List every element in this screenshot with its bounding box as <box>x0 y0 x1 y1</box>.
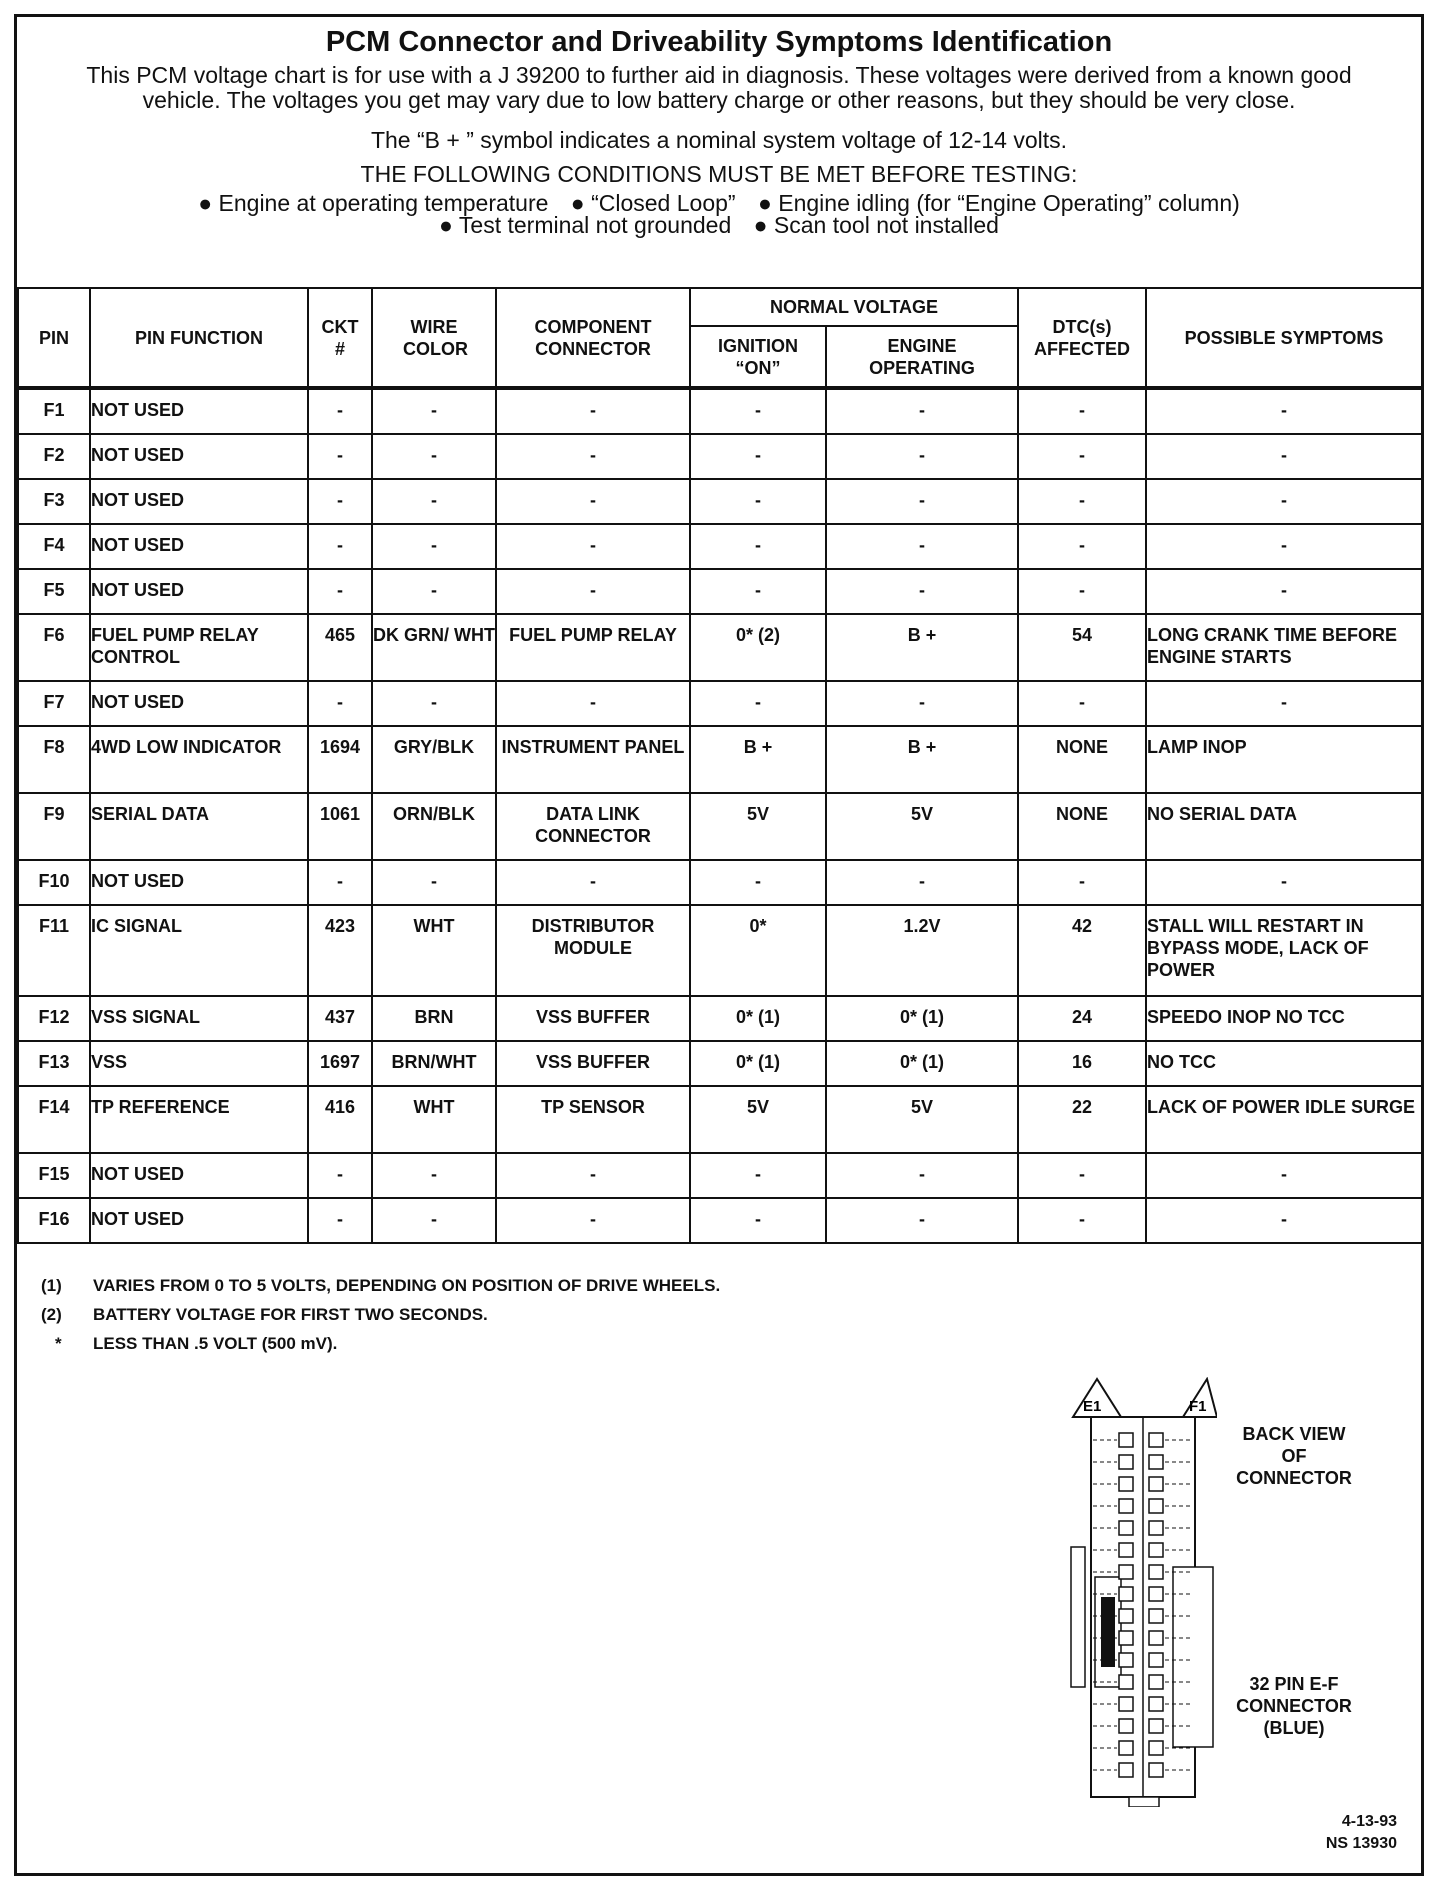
engine-operating-cell: - <box>826 479 1018 524</box>
symptoms-cell: - <box>1146 479 1422 524</box>
component-cell: - <box>496 860 690 905</box>
wire-color-cell: - <box>372 860 496 905</box>
table-row <box>18 569 1422 614</box>
dtc-cell: - <box>1018 388 1146 434</box>
col-header-normal-voltage: NORMAL VOLTAGE <box>690 288 1018 326</box>
col-header-component-connector: COMPONENT CONNECTOR <box>496 288 690 388</box>
footnote: (1) VARIES FROM 0 TO 5 VOLTS, DEPENDING ON POSITION OF DRIVE WHEELS. <box>41 1276 721 1295</box>
wire-color-cell: - <box>372 434 496 479</box>
ignition-on-cell: 0* (1) <box>690 996 826 1041</box>
function-cell: 4WD LOW INDICATOR <box>90 726 308 793</box>
engine-operating-cell: - <box>826 1153 1018 1198</box>
table-row <box>18 388 1422 434</box>
connector-pin-cavity <box>1119 1697 1133 1711</box>
dtc-cell: NONE <box>1018 793 1146 860</box>
table-row <box>18 1086 1422 1153</box>
engine-operating-cell: B + <box>826 726 1018 793</box>
table-row <box>18 1198 1422 1243</box>
symptoms-cell: - <box>1146 681 1422 726</box>
pin-cell: F15 <box>18 1153 90 1198</box>
function-cell: NOT USED <box>90 524 308 569</box>
pin-cell: F16 <box>18 1198 90 1243</box>
e1-marker-label: E1 <box>1083 1398 1102 1415</box>
wire-color-cell: - <box>372 388 496 434</box>
wire-color-cell: BRN <box>372 996 496 1041</box>
pin-cell: F11 <box>18 905 90 996</box>
connector-pin-cavity <box>1119 1499 1133 1513</box>
condition-item: ● Scan tool not installed <box>753 212 999 238</box>
ckt-cell: - <box>308 434 372 479</box>
dtc-cell: NONE <box>1018 726 1146 793</box>
pin-cell: F9 <box>18 793 90 860</box>
ckt-cell: - <box>308 860 372 905</box>
component-cell: INSTRUMENT PANEL <box>496 726 690 793</box>
engine-operating-cell: 5V <box>826 793 1018 860</box>
table-row <box>18 681 1422 726</box>
function-cell: NOT USED <box>90 479 308 524</box>
symptoms-cell: LAMP INOP <box>1146 726 1422 793</box>
footnote: (2) BATTERY VOLTAGE FOR FIRST TWO SECONDS. <box>41 1305 488 1324</box>
ignition-on-cell: 5V <box>690 793 826 860</box>
col-header-pin: PIN <box>18 288 90 388</box>
component-cell: - <box>496 569 690 614</box>
table-row <box>18 614 1422 681</box>
component-cell: - <box>496 524 690 569</box>
footnote: * LESS THAN .5 VOLT (500 mV). <box>55 1334 338 1353</box>
table-row <box>18 1153 1422 1198</box>
ignition-on-cell: - <box>690 434 826 479</box>
pin-cell: F13 <box>18 1041 90 1086</box>
symptoms-cell: LONG CRANK TIME BEFORE ENGINE STARTS <box>1146 614 1422 681</box>
document-header <box>17 17 1421 287</box>
pcm-voltage-table <box>17 287 1423 1244</box>
function-cell: NOT USED <box>90 681 308 726</box>
symptoms-cell: NO SERIAL DATA <box>1146 793 1422 860</box>
connector-pin-cavity <box>1119 1455 1133 1469</box>
connector-description-label: 32 PIN E-F CONNECTOR (BLUE) <box>1236 1674 1352 1738</box>
engine-operating-cell: - <box>826 1198 1018 1243</box>
symptoms-cell: LACK OF POWER IDLE SURGE <box>1146 1086 1422 1153</box>
connector-pin-cavity <box>1149 1499 1163 1513</box>
function-cell: NOT USED <box>90 569 308 614</box>
dtc-cell: 24 <box>1018 996 1146 1041</box>
engine-operating-cell: - <box>826 569 1018 614</box>
condition-item: ● Engine at operating temperature <box>198 190 549 216</box>
dtc-cell: - <box>1018 479 1146 524</box>
pin-cell: F12 <box>18 996 90 1041</box>
table-row <box>18 479 1422 524</box>
engine-operating-cell: 1.2V <box>826 905 1018 996</box>
function-cell: VSS SIGNAL <box>90 996 308 1041</box>
symptoms-cell: - <box>1146 388 1422 434</box>
pin-cell: F14 <box>18 1086 90 1153</box>
col-header-wire-color: WIRE COLOR <box>372 288 496 388</box>
connector-pin-cavity <box>1149 1653 1163 1667</box>
wire-color-cell: - <box>372 569 496 614</box>
connector-pin-cavity <box>1149 1719 1163 1733</box>
table-row <box>18 726 1422 793</box>
component-cell: - <box>496 681 690 726</box>
ckt-cell: - <box>308 388 372 434</box>
table-row <box>18 434 1422 479</box>
document-frame <box>14 14 1424 1876</box>
condition-item: ● Test terminal not grounded <box>439 212 732 238</box>
pin-cell: F1 <box>18 388 90 434</box>
wire-color-cell: - <box>372 1198 496 1243</box>
connector-pin-cavity <box>1149 1675 1163 1689</box>
wire-color-cell: - <box>372 524 496 569</box>
ckt-cell: - <box>308 524 372 569</box>
ignition-on-cell: 0* (1) <box>690 1041 826 1086</box>
ignition-on-cell: 5V <box>690 1086 826 1153</box>
connector-pin-cavity <box>1119 1565 1133 1579</box>
dtc-cell: - <box>1018 524 1146 569</box>
col-header-dtcs-affected: DTC(s) AFFECTED <box>1018 288 1146 388</box>
function-cell: NOT USED <box>90 1153 308 1198</box>
ckt-cell: 1694 <box>308 726 372 793</box>
ignition-on-cell: 0* (2) <box>690 614 826 681</box>
ckt-cell: - <box>308 681 372 726</box>
connector-drawing <box>1067 1377 1217 1807</box>
connector-latch <box>1071 1547 1085 1687</box>
ignition-on-cell: - <box>690 1153 826 1198</box>
footnotes <box>41 1271 720 1358</box>
component-cell: - <box>496 1198 690 1243</box>
ckt-cell: 1697 <box>308 1041 372 1086</box>
connector-pin-cavity <box>1119 1763 1133 1777</box>
dtc-cell: 22 <box>1018 1086 1146 1153</box>
symptoms-cell: - <box>1146 434 1422 479</box>
function-cell: FUEL PUMP RELAY CONTROL <box>90 614 308 681</box>
wire-color-cell: - <box>372 479 496 524</box>
dtc-cell: 42 <box>1018 905 1146 996</box>
connector-pin-cavity <box>1119 1521 1133 1535</box>
engine-operating-cell: - <box>826 860 1018 905</box>
connector-pin-cavity <box>1119 1477 1133 1491</box>
connector-pin-cavity <box>1149 1565 1163 1579</box>
document-code: NS 13930 <box>1325 1835 1397 1852</box>
engine-operating-cell: - <box>826 434 1018 479</box>
col-header-possible-symptoms: POSSIBLE SYMPTOMS <box>1146 288 1422 388</box>
component-cell: DATA LINK CONNECTOR <box>496 793 690 860</box>
conditions-line-2 <box>17 213 1421 237</box>
table-row <box>18 793 1422 860</box>
ckt-cell: 423 <box>308 905 372 996</box>
f1-marker-label: F1 <box>1189 1398 1207 1415</box>
ignition-on-cell: B + <box>690 726 826 793</box>
symptoms-cell: - <box>1146 1198 1422 1243</box>
connector-pin-cavity <box>1119 1543 1133 1557</box>
dtc-cell: - <box>1018 569 1146 614</box>
symptoms-cell: - <box>1146 569 1422 614</box>
function-cell: NOT USED <box>90 1198 308 1243</box>
col-header-pin-function: PIN FUNCTION <box>90 288 308 388</box>
dtc-cell: - <box>1018 681 1146 726</box>
ckt-cell: 1061 <box>308 793 372 860</box>
wire-color-cell: WHT <box>372 905 496 996</box>
bplus-note: The “B + ” symbol indicates a nominal system voltage of 12-14 volts. <box>370 127 1068 153</box>
engine-operating-cell: - <box>826 388 1018 434</box>
connector-pin-cavity <box>1149 1587 1163 1601</box>
back-view-label: BACK VIEW OF CONNECTOR <box>1236 1424 1352 1488</box>
function-cell: NOT USED <box>90 388 308 434</box>
wire-color-cell: ORN/BLK <box>372 793 496 860</box>
connector-pin-cavity <box>1149 1697 1163 1711</box>
page-title: PCM Connector and Driveability Symptoms Identification <box>325 26 1113 58</box>
component-cell: - <box>496 388 690 434</box>
engine-operating-cell: B + <box>826 614 1018 681</box>
function-cell: SERIAL DATA <box>90 793 308 860</box>
function-cell: VSS <box>90 1041 308 1086</box>
table-row <box>18 905 1422 996</box>
pin-cell: F2 <box>18 434 90 479</box>
ckt-cell: 465 <box>308 614 372 681</box>
connector-pin-cavity <box>1149 1521 1163 1535</box>
ckt-cell: - <box>308 1153 372 1198</box>
function-cell: NOT USED <box>90 434 308 479</box>
condition-item: ● “Closed Loop” <box>570 190 736 216</box>
pin-cell: F6 <box>18 614 90 681</box>
ignition-on-cell: - <box>690 524 826 569</box>
symptoms-cell: SPEEDO INOP NO TCC <box>1146 996 1422 1041</box>
symptoms-cell: - <box>1146 1153 1422 1198</box>
symptoms-cell: STALL WILL RESTART IN BYPASS MODE, LACK OF POWER <box>1146 905 1422 996</box>
ignition-on-cell: - <box>690 681 826 726</box>
col-header-engine-operating: ENGINE OPERATING <box>826 326 1018 388</box>
table-row <box>18 1041 1422 1086</box>
ignition-on-cell: 0* <box>690 905 826 996</box>
ignition-on-cell: - <box>690 479 826 524</box>
wire-color-cell: - <box>372 681 496 726</box>
component-cell: VSS BUFFER <box>496 1041 690 1086</box>
function-cell: NOT USED <box>90 860 308 905</box>
connector-pin-cavity <box>1149 1543 1163 1557</box>
connector-pin-cavity <box>1149 1763 1163 1777</box>
table-header <box>18 288 1422 388</box>
connector-pin-cavity <box>1149 1609 1163 1623</box>
dtc-cell: - <box>1018 434 1146 479</box>
ckt-cell: - <box>308 479 372 524</box>
engine-operating-cell: 0* (1) <box>826 1041 1018 1086</box>
ckt-cell: 416 <box>308 1086 372 1153</box>
ignition-on-cell: - <box>690 1198 826 1243</box>
component-cell: TP SENSOR <box>496 1086 690 1153</box>
wire-color-cell: BRN/WHT <box>372 1041 496 1086</box>
connector-diagram <box>1067 1377 1427 1807</box>
connector-pin-cavity <box>1119 1433 1133 1447</box>
connector-pin-cavity <box>1149 1433 1163 1447</box>
col-header-ckt: CKT # <box>308 288 372 388</box>
component-cell: FUEL PUMP RELAY <box>496 614 690 681</box>
connector-pin-cavity <box>1149 1631 1163 1645</box>
pin-cell: F7 <box>18 681 90 726</box>
connector-pin-cavity <box>1149 1741 1163 1755</box>
pin-cell: F4 <box>18 524 90 569</box>
revision-date: 4-13-93 <box>1341 1813 1397 1830</box>
symptoms-cell: NO TCC <box>1146 1041 1422 1086</box>
pin-cell: F10 <box>18 860 90 905</box>
dtc-cell: - <box>1018 860 1146 905</box>
engine-operating-cell: 0* (1) <box>826 996 1018 1041</box>
component-cell: - <box>496 434 690 479</box>
symptoms-cell: - <box>1146 524 1422 569</box>
ignition-on-cell: - <box>690 860 826 905</box>
wire-color-cell: GRY/BLK <box>372 726 496 793</box>
table-row <box>18 996 1422 1041</box>
symptoms-cell: - <box>1146 860 1422 905</box>
table-body <box>18 388 1422 1243</box>
component-cell: VSS BUFFER <box>496 996 690 1041</box>
wire-color-cell: DK GRN/ WHT <box>372 614 496 681</box>
dtc-cell: - <box>1018 1153 1146 1198</box>
table-row <box>18 860 1422 905</box>
intro-paragraph: This PCM voltage chart is for use with a J 39200 to further aid in diagnosis. These voltages were derived from a known good vehicle. The voltages you get may vary due to low battery charge or other reasons, but they should be very close. <box>86 62 1352 113</box>
connector-pin-cavity <box>1119 1609 1133 1623</box>
connector-pin-cavity <box>1119 1631 1133 1645</box>
table-row <box>18 524 1422 569</box>
conditions-heading: THE FOLLOWING CONDITIONS MUST BE MET BEFORE TESTING: <box>360 161 1078 187</box>
connector-pin-cavity <box>1149 1455 1163 1469</box>
engine-operating-cell: - <box>826 681 1018 726</box>
dtc-cell: 16 <box>1018 1041 1146 1086</box>
engine-operating-cell: 5V <box>826 1086 1018 1153</box>
function-cell: IC SIGNAL <box>90 905 308 996</box>
component-cell: DISTRIBUTOR MODULE <box>496 905 690 996</box>
component-cell: - <box>496 1153 690 1198</box>
ckt-cell: - <box>308 569 372 614</box>
ignition-on-cell: - <box>690 569 826 614</box>
wire-color-cell: WHT <box>372 1086 496 1153</box>
pin-cell: F3 <box>18 479 90 524</box>
connector-pin-cavity <box>1149 1477 1163 1491</box>
component-cell: - <box>496 479 690 524</box>
ignition-on-cell: - <box>690 388 826 434</box>
connector-pin-cavity <box>1119 1719 1133 1733</box>
dtc-cell: - <box>1018 1198 1146 1243</box>
wire-color-cell: - <box>372 1153 496 1198</box>
connector-pin-cavity <box>1119 1653 1133 1667</box>
dtc-cell: 54 <box>1018 614 1146 681</box>
connector-pin-cavity <box>1119 1587 1133 1601</box>
ckt-cell: 437 <box>308 996 372 1041</box>
col-header-ignition-on: IGNITION “ON” <box>690 326 826 388</box>
ckt-cell: - <box>308 1198 372 1243</box>
document-footer <box>1326 1811 1397 1855</box>
function-cell: TP REFERENCE <box>90 1086 308 1153</box>
pin-cell: F5 <box>18 569 90 614</box>
pin-cell: F8 <box>18 726 90 793</box>
connector-pin-cavity <box>1119 1741 1133 1755</box>
connector-pin-cavity <box>1119 1675 1133 1689</box>
condition-item: ● Engine idling (for “Engine Operating” column) <box>757 190 1240 216</box>
engine-operating-cell: - <box>826 524 1018 569</box>
